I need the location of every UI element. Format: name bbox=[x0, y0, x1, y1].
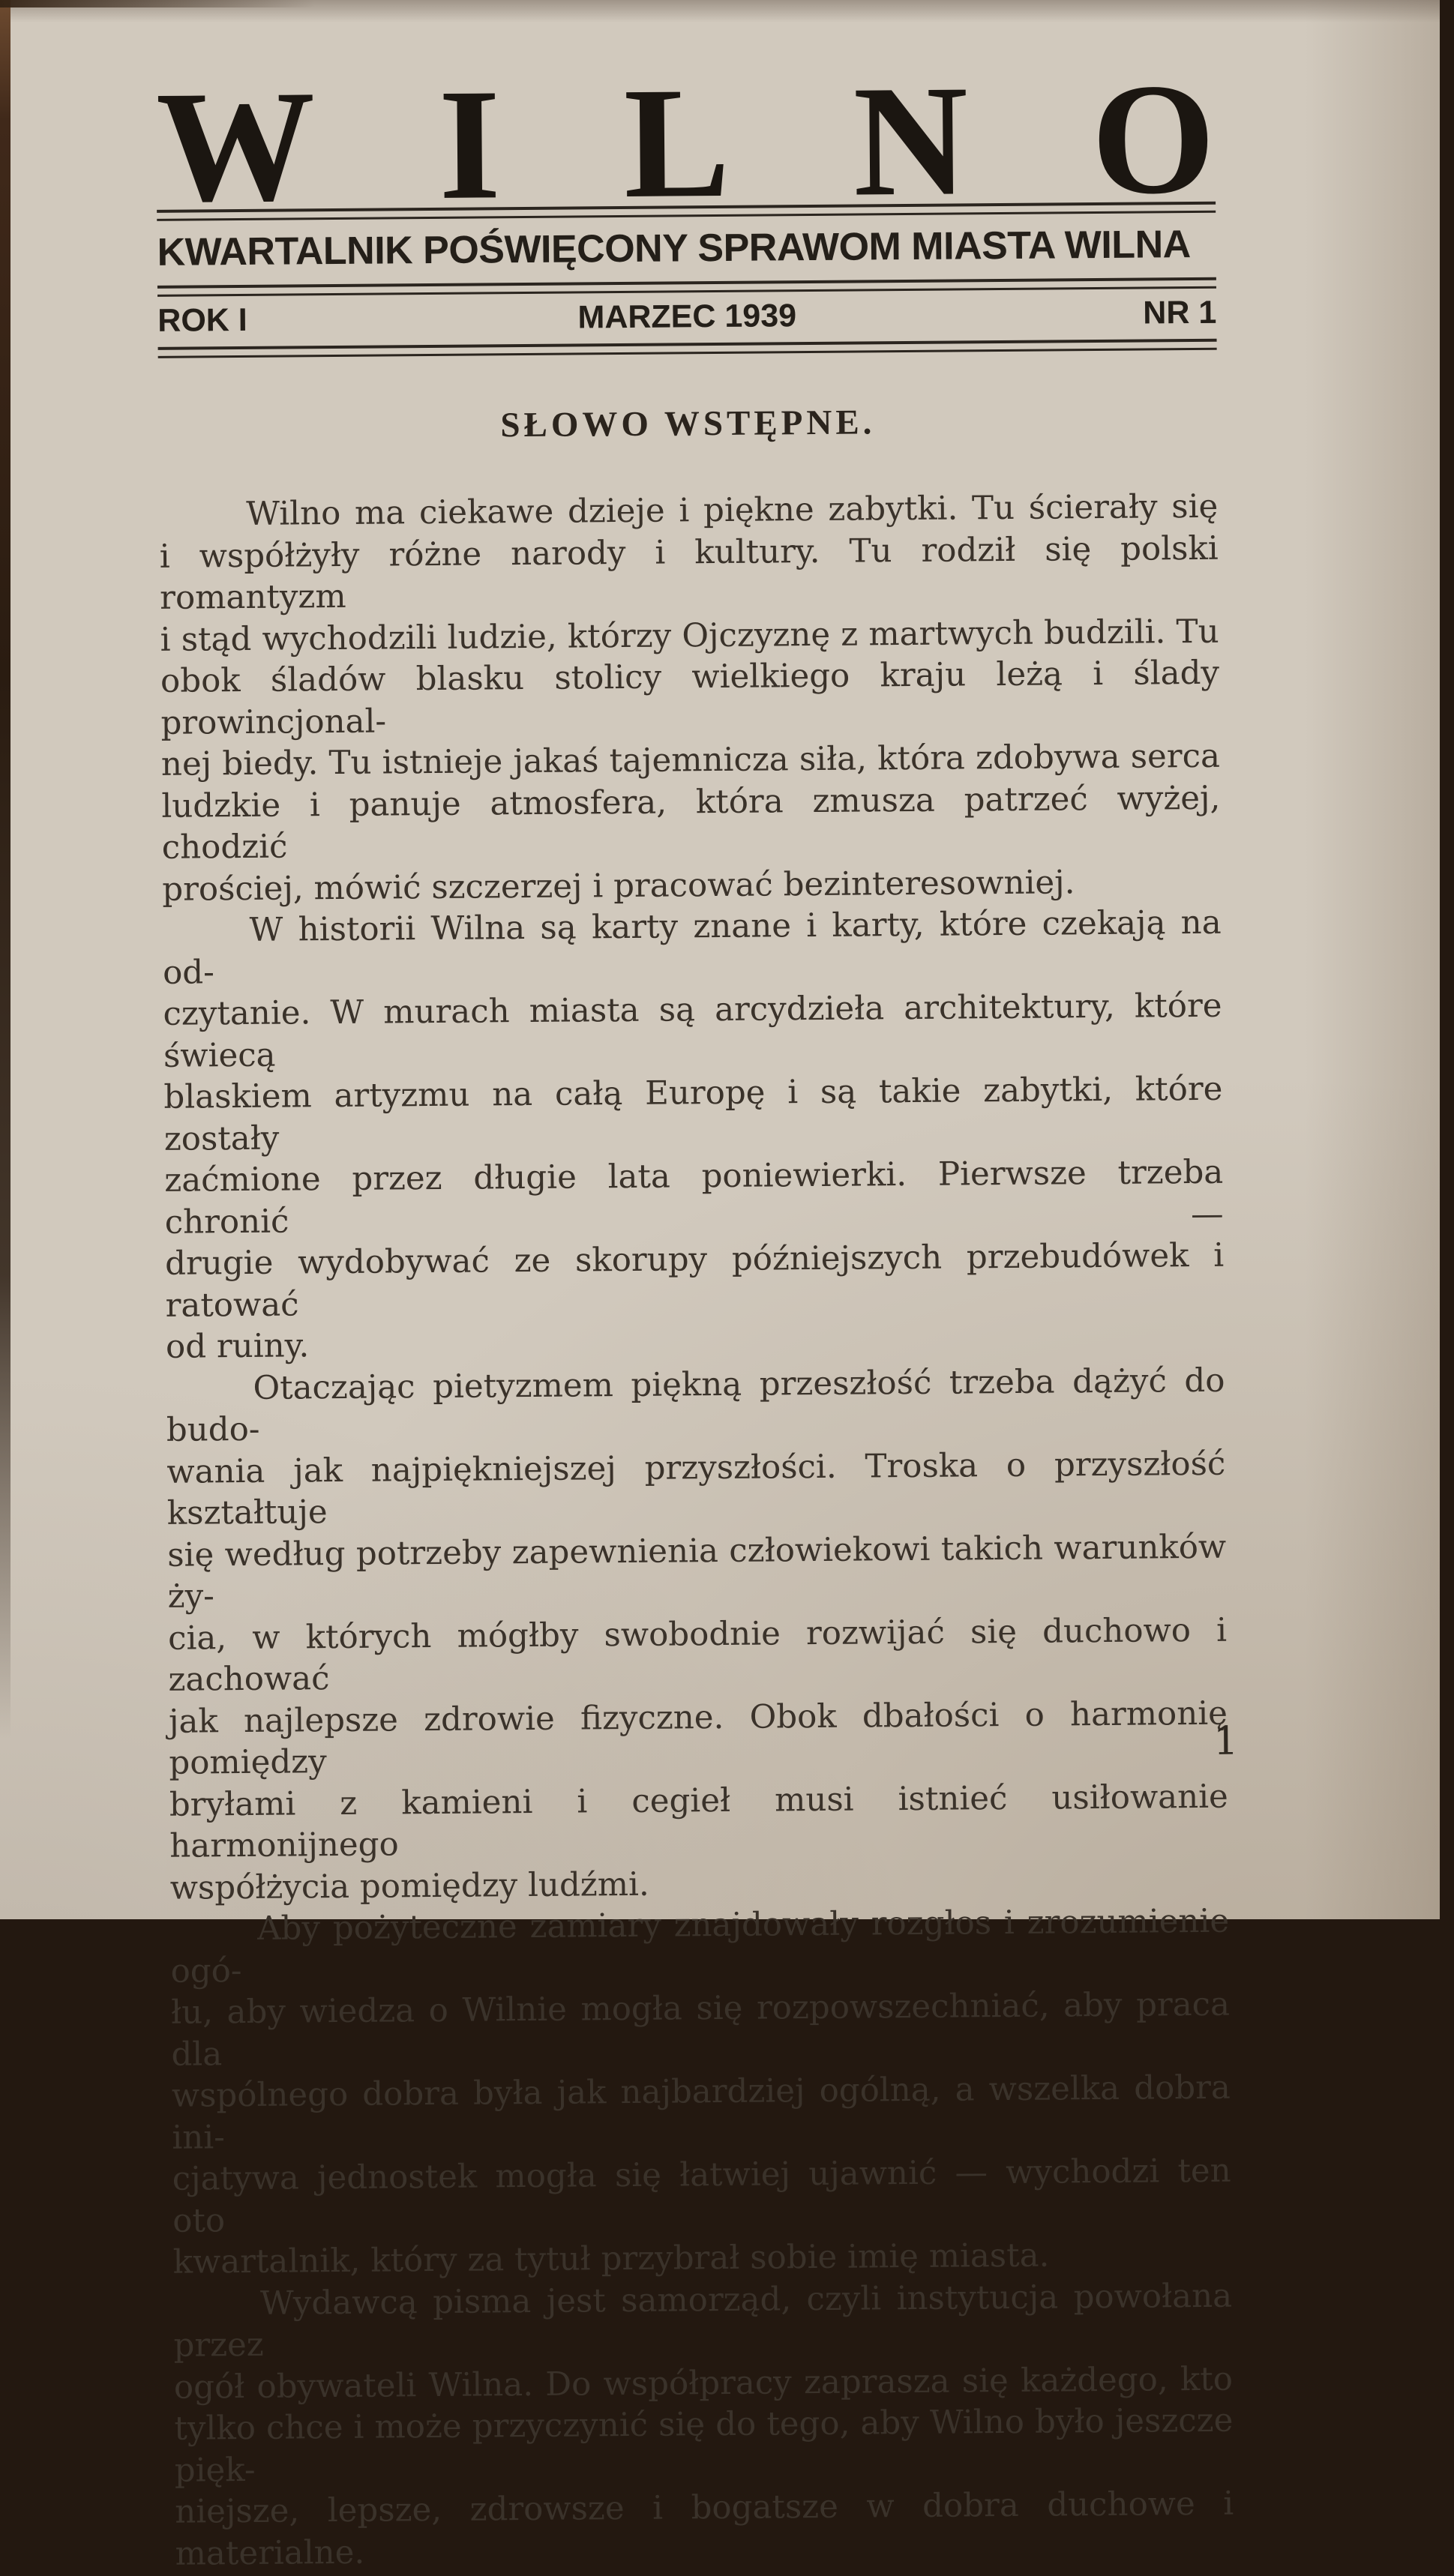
issue-number: NR 1 bbox=[1143, 294, 1217, 331]
text-line: Wydawcą pisma jest samorząd, czyli instytucja powołana przez bbox=[173, 2277, 1233, 2365]
text-line: ludzkie i panuje atmosfera, która zmusza patrzeć wyżej, chodzić bbox=[161, 779, 1221, 867]
text-line: cia, w których mógłby swobodnie rozwijać się duchowo i zachować bbox=[167, 1611, 1228, 1699]
text-line: wania jak najpiękniejszej przyszłości. Troska o przyszłość kształtuje bbox=[166, 1445, 1226, 1532]
text-line: drugie wydobywać ze skorupy późniejszych przebudówek i ratować bbox=[164, 1236, 1225, 1325]
text-line: czytanie. W murach miasta są arcydzieła architektury, które świecą bbox=[163, 987, 1222, 1075]
text-line: i współżyły różne narody i kultury. Tu rodził się polski romantyzm bbox=[159, 529, 1219, 617]
issue-info-row bbox=[157, 295, 1216, 340]
journal-subtitle: KWARTALNIK POŚWIĘCONY SPRAWOM MIASTA WILNA bbox=[157, 223, 1191, 274]
text-line: nej biedy. Tu istnieje jakaś tajemnicza siła, która zdobywa serca bbox=[160, 737, 1221, 783]
article-heading: SŁOWO WSTĘPNE. bbox=[500, 403, 876, 445]
title-letter: L bbox=[623, 53, 731, 231]
issue-date: MARZEC 1939 bbox=[577, 298, 797, 336]
title-letter: N bbox=[852, 52, 969, 229]
text-line: tylko chce i może przyczynić się do tego, aby Wilno było jeszcze pięk- bbox=[174, 2401, 1234, 2490]
text-line: W historii Wilna są karty znane i karty, które czekają na od- bbox=[162, 903, 1222, 992]
text-line: od ruiny. bbox=[165, 1327, 310, 1366]
text-line: bryłami z kamieni i cegieł musi istnieć usiłowanie harmonijnego bbox=[169, 1778, 1228, 1865]
title-letter: I bbox=[438, 55, 502, 232]
text-line: prościej, mówić szczerzej i pracować bezinteresowniej. bbox=[162, 863, 1075, 909]
text-line: niejsze, lepsze, zdrowsze i bogatsze w dobra duchowe i materialne. bbox=[175, 2485, 1234, 2573]
text-line: jak najlepsze zdrowie fizyczne. Obok dbałości o harmonię pomiędzy bbox=[168, 1694, 1228, 1782]
text-line: współżycia pomiędzy ludźmi. bbox=[169, 1865, 649, 1907]
text-line: obok śladów blasku stolicy wielkiego kraju leżą i ślady prowincjonal- bbox=[160, 654, 1220, 742]
text-line: ogół obywateli Wilna. Do współpracy zaprasza się każdego, kto bbox=[173, 2360, 1234, 2407]
article-body bbox=[159, 487, 1234, 2575]
text-line: się według potrzeby zapewnienia człowiekowi takich warunków ży- bbox=[167, 1528, 1227, 1616]
text-line: kwartalnik, który za tytuł przybrał sobie imię miasta. bbox=[172, 2236, 1050, 2281]
page-number: 1 bbox=[1213, 1718, 1239, 1764]
text-line: Wilno ma ciekawe dzieje i piękne zabytki. Tu ścierały się bbox=[246, 487, 1219, 533]
text-line: zaćmione przez długie lata poniewierki. Pierwsze trzeba chronić — bbox=[164, 1153, 1224, 1242]
text-line: łu, aby wiedza o Wilnie mogła się rozpowszechniać, aby praca dla bbox=[170, 1985, 1231, 2074]
text-line: i stąd wychodzili ludzie, którzy Ojczyznę z martwych budzili. Tu bbox=[160, 613, 1219, 659]
text-line: cjatywa jednostek mogła się łatwiej ujawnić — wychodzi ten oto bbox=[172, 2152, 1231, 2240]
text-line: blaskiem artyzmu na całą Europę i są takie zabytki, które zostały bbox=[163, 1070, 1223, 1158]
text-line: Aby pożyteczne zamiary znajdowały rozgłos i zrozumienie ogó- bbox=[170, 1902, 1230, 1990]
article bbox=[158, 400, 1234, 2575]
title-letter: W bbox=[155, 57, 316, 235]
text-line: wspólnego dobra była jak najbardziej ogólną, a wszelka dobra ini- bbox=[171, 2068, 1231, 2157]
journal-title bbox=[155, 49, 1216, 235]
divider-under-subtitle bbox=[157, 277, 1216, 297]
title-letter: O bbox=[1090, 49, 1216, 228]
text-line: Otaczając pietyzmem piękną przeszłość trzeba dążyć do budo- bbox=[166, 1361, 1225, 1449]
masthead bbox=[155, 49, 1217, 358]
divider-under-issue-row bbox=[158, 339, 1217, 358]
volume-label: ROK I bbox=[157, 301, 247, 339]
